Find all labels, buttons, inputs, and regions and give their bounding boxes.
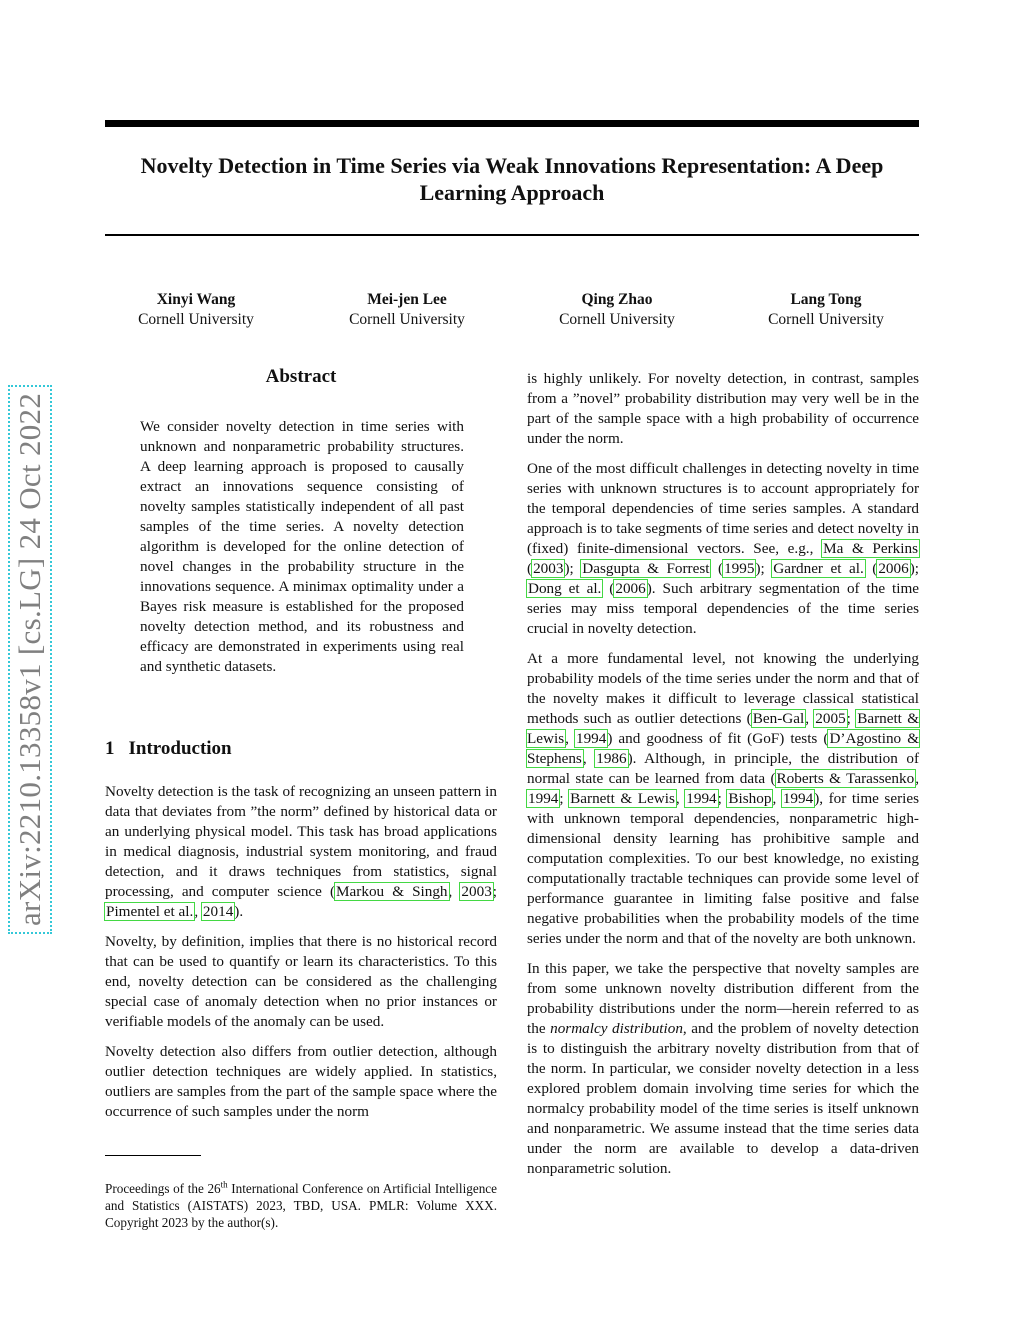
citation-link[interactable]: 1994 xyxy=(782,790,814,807)
citation-link[interactable]: 2003 xyxy=(533,560,564,577)
author-affiliation: Cornell University xyxy=(768,311,884,328)
author-affiliation: Cornell University xyxy=(349,311,465,328)
citation-link[interactable]: Barnett & Lewis xyxy=(570,790,675,807)
paragraph: is highly unlikely. For novelty detection, in contrast, samples from a ”novel” probability distribution may very well be in the part of the sample space with a high probability of occurrence under the norm. xyxy=(527,370,919,447)
citation-link[interactable]: 2005 xyxy=(815,710,846,727)
citation-link[interactable]: Pimentel et al. xyxy=(106,903,194,920)
citation-link[interactable]: Dong et al. xyxy=(528,580,602,597)
footnote: Proceedings of the 26th International Conference on Artificial Intelligence and Statistics (AISTATS) 2023, TBD, USA. PMLR: Volume XXX. Copyright 2023 by the author(s). xyxy=(105,1179,497,1230)
citation-link[interactable]: 1994 xyxy=(686,790,717,807)
paragraph: In this paper, we take the perspective that novelty samples are from some unknown novelty distribution different from the probability distributions under the norm—herein referred to as the normalcy distribution, and the problem of novelty detection is to distinguish the arbitrary novelty distribution from that of the norm. In particular, we consider novelty detection in a less explored problem domain involving time series for which the normalcy probability model of the time series is itself unknown and nonparametric. We assume instead that the time series data under the norm are available to develop a data-driven nonparametric solution. xyxy=(527,960,919,1177)
citation-link[interactable]: Gardner et al. xyxy=(773,560,864,577)
citation-link[interactable]: 2006 xyxy=(615,580,646,597)
citation-link[interactable]: 1994 xyxy=(528,790,559,807)
arxiv-stamp[interactable]: arXiv:2210.13358v1 [cs.LG] 24 Oct 2022 xyxy=(12,389,48,930)
citation-link[interactable]: Markou & Singh xyxy=(336,883,448,900)
author-block xyxy=(726,290,926,330)
citation-link[interactable]: D’Agostino & Stephens xyxy=(527,730,920,767)
author-block xyxy=(96,290,296,330)
author-name: Qing Zhao xyxy=(581,291,653,308)
paragraph: Novelty detection also differs from outlier detection, although outlier detection techniques are widely applied. In statistics, outliers are samples from the part of the sample space where the occurrence of such samples under the norm xyxy=(105,1043,497,1120)
abstract-text: We consider novelty detection in time series with unknown and nonparametric probability structures. A deep learning approach is proposed to causally extract an innovations sequence consisting of novelty samples statistically independent of all past samples of the time series. A novelty detection algorithm is developed for the online detection of novel changes in the probability structure in the innovations sequence. A minimax optimality under a Bayes risk measure is established for the proposed novelty detection method, and its robustness and efficacy are demonstrated in experiments using real and synthetic datasets. xyxy=(140,418,464,675)
author-block xyxy=(517,290,717,330)
paragraph: Novelty, by definition, implies that there is no historical record that can be used to quantify or learn its characteristics. To this end, novelty detection can be considered as the challenging special case of anomaly detection when no prior instances or verifiable models of the anomaly can be used. xyxy=(105,933,497,1030)
footnote-rule xyxy=(105,1155,201,1156)
citation-link[interactable]: Ma & Perkins xyxy=(823,540,918,557)
right-column xyxy=(527,369,919,1189)
paragraph: At a more fundamental level, not knowing the underlying probability models of the time series under the norm and that of the novelty makes it difficult to leverage classical statistical methods such as outlier detections (Ben-Gal, 2005; Barnett & Lewis, 1994) and goodness of fit (GoF) tests (D’Agostino & Stephens, 1986). Although, in principle, the distribution of normal state can be learned from data (Roberts & Tarassenko, 1994; Barnett & Lewis, 1994; Bishop, 1994), for time series with unknown temporal dependencies, nonparametric high-dimensional density learning has prohibitive sample and computation complexities. To our best knowledge, no existing computationally tractable techniques can provide some level of performance guarantee in limiting false positive and false negative probabilities when the probability models of the time series under the norm and that of the novelty are both unknown. xyxy=(527,650,920,947)
paragraph: One of the most difficult challenges in detecting novelty in time series with unknown structures is to account appropriately for the temporal dependencies of time series samples. A standard approach is to take segments of time series and detect novelty in (fixed) finite-dimensional vectors. See, e.g., Ma & Perkins (2003); Dasgupta & Forrest (1995); Gardner et al. (2006); Dong et al. (2006). Such arbitrary segmentation of the time series may miss temporal dependencies of the time series crucial in novelty detection. xyxy=(527,460,920,637)
section-number: 1 xyxy=(105,738,115,759)
citation-link[interactable]: 2006 xyxy=(878,560,909,577)
citation-link[interactable]: 1986 xyxy=(596,750,627,767)
citation-link[interactable]: 2003 xyxy=(461,883,492,900)
author-name: Lang Tong xyxy=(790,291,862,308)
author-affiliation: Cornell University xyxy=(138,311,254,328)
title-line-2: Learning Approach xyxy=(419,180,605,205)
author-name: Mei-jen Lee xyxy=(367,291,447,308)
section-heading xyxy=(105,738,232,760)
citation-link[interactable]: Ben-Gal xyxy=(752,710,805,727)
citation-link[interactable]: 1994 xyxy=(575,730,607,747)
citation-link[interactable]: 2014 xyxy=(202,903,234,920)
citation-link[interactable]: Bishop xyxy=(728,790,772,807)
citation-link[interactable]: Barnett & Lewis xyxy=(527,710,920,747)
title-line-1: Novelty Detection in Time Series via Weak Innovations Representation: A Deep xyxy=(140,153,884,178)
paper-title xyxy=(105,152,919,206)
left-column xyxy=(105,782,497,1132)
author-affiliation: Cornell University xyxy=(559,311,675,328)
author-block xyxy=(307,290,507,330)
author-name: Xinyi Wang xyxy=(156,291,236,308)
paragraph: Novelty detection is the task of recognizing an unseen pattern in data that deviates from ”the norm” defined by historical data or an underlying physical model. This task has broad applications in medical diagnosis, industrial system monitoring, and fraud detection, and it draws techniques from statistics, signal processing, and computer science (Markou & Singh, 2003; Pimentel et al., 2014). xyxy=(105,783,498,920)
abstract-heading: Abstract xyxy=(265,366,337,387)
citation-link[interactable]: Dasgupta & Forrest xyxy=(582,560,710,577)
section-title: Introduction xyxy=(128,738,232,759)
top-rule xyxy=(105,120,919,127)
citation-link[interactable]: Roberts & Tarassenko xyxy=(776,770,915,787)
title-rule xyxy=(105,234,919,236)
citation-link[interactable]: 1995 xyxy=(724,560,755,577)
